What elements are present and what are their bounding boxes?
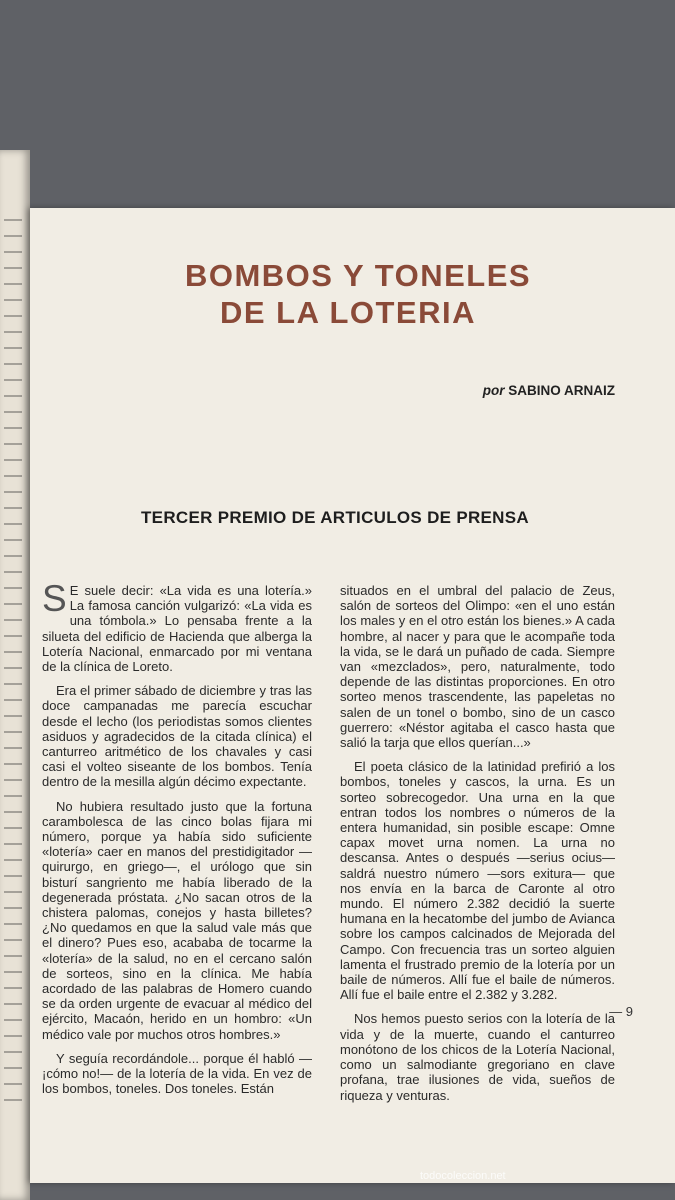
watermark: todocoleccion.net xyxy=(420,1170,506,1182)
paragraph: Y seguía recordándole... porque él habló —¡cómo no!— de la lotería de la vida. En vez de los bombos, toneles. Dos toneles. Están xyxy=(42,1050,312,1097)
byline-por: por xyxy=(482,383,505,398)
previous-page-edge xyxy=(0,150,30,1200)
drop-cap: S xyxy=(42,578,67,619)
article-title-line1: BOMBOS Y TONELES xyxy=(184,258,532,293)
paragraph: Nos hemos puesto serios con la lotería de la vida y de la muerte, cuando el canturreo monótono de los chicos de la Lotería Nacional, como un salmodiante gregoriano en clave profana, trae ilusiones de vida, sueños de riqueza y venturas. xyxy=(340,1011,615,1103)
section-heading: TERCER PREMIO DE ARTICULOS DE PRENSA xyxy=(141,508,529,527)
magazine-page xyxy=(30,208,675,1183)
byline xyxy=(483,383,615,398)
paragraph: No hubiera resultado justo que la fortuna carambolesca de las cinco bolas fijara mi número, porque ya había sido suficiente «lotería» caer en manos del prestidigitador —quirurgo, en griego—, el urólogo que sin bisturí sangriento me había liberado de la degenerada próstata. ¿No sacan otros de la chistera palomas, conejos y hasta billetes? ¿No quedamos en que la salud vale más que el dinero? Pues eso, acababa de tocarme la «lotería» de la salud, no en el cercano salón de sorteos, sino en la clínica. Me había acordado de las palabras de Homero cuando se da orden urgente de evacuar al médico del ejército, Macaón, herido en un hombro: «Un médico vale por muchos otros hombres.» xyxy=(42,798,312,1042)
paragraph: El poeta clásico de la latinidad prefirió a los bombos, toneles y cascos, la urna. Es un sorteo sobrecogedor. Una urna en la que entran todos los nombres o números de la entera humanidad, sin posible escape: Omne capax movet urna nomen. La urna no descansa. Antes o después —serius ocius— saldrá nuestro número —sors exitura— que nos envía en la barca de Caronte al otro mundo. El número 2.382 decidió la suerte humana en la hecatombe del jumbo de Avianca sobre los campos calcinados de Mejorada del Campo. Con frecuencia tras un sorteo alguien lamenta el frustrado premio de la lotería por un baile de números. Allí fue el baile de números. Allí fue el baile entre el 2.382 y 3.282. xyxy=(340,759,615,1003)
article-title-line2: DE LA LOTERIA xyxy=(219,295,476,330)
byline-author: SABINO ARNAIZ xyxy=(508,383,615,398)
paragraph: Era el primer sábado de diciembre y tras las doce campanadas me parecía escuchar desde el lecho (los periodistas somos clientes asiduos y agradecidos de la citada clínica) el canturreo aritmético de los chavales y casi casi el volteo siseante de los bombos. Tenía dentro de la mesilla algún décimo expectante. xyxy=(42,683,312,790)
paragraph: situados en el umbral del palacio de Zeus, salón de sorteos del Olimpo: «en el uno están los males y en el otro están los bienes.» A cada hombre, al nacer y para que le acompañe toda la vida, se le dará un puñado de cada. Siempre van «mezclados», pero, naturalmente, todo depende de las distintas proporciones. En otro sorteo menos trascendente, las papeletas no salen de un tonel o bombo, sino de un casco guerrero: «Néstor agitaba el casco hasta que salió la tarja que ellos querían...» xyxy=(340,583,615,751)
page-number: — 9 xyxy=(609,1004,633,1019)
paragraph: S E suele decir: «La vida es una lotería.» La famosa canción vulgarizó: «La vida es una tómbola.» Lo pensaba frente a la silueta del edificio de Hacienda que alberga la Lotería Nacional, enmarcado por mi ventana de la clínica de Loreto. xyxy=(42,578,312,675)
right-column xyxy=(340,583,615,1112)
left-column xyxy=(42,578,312,1106)
